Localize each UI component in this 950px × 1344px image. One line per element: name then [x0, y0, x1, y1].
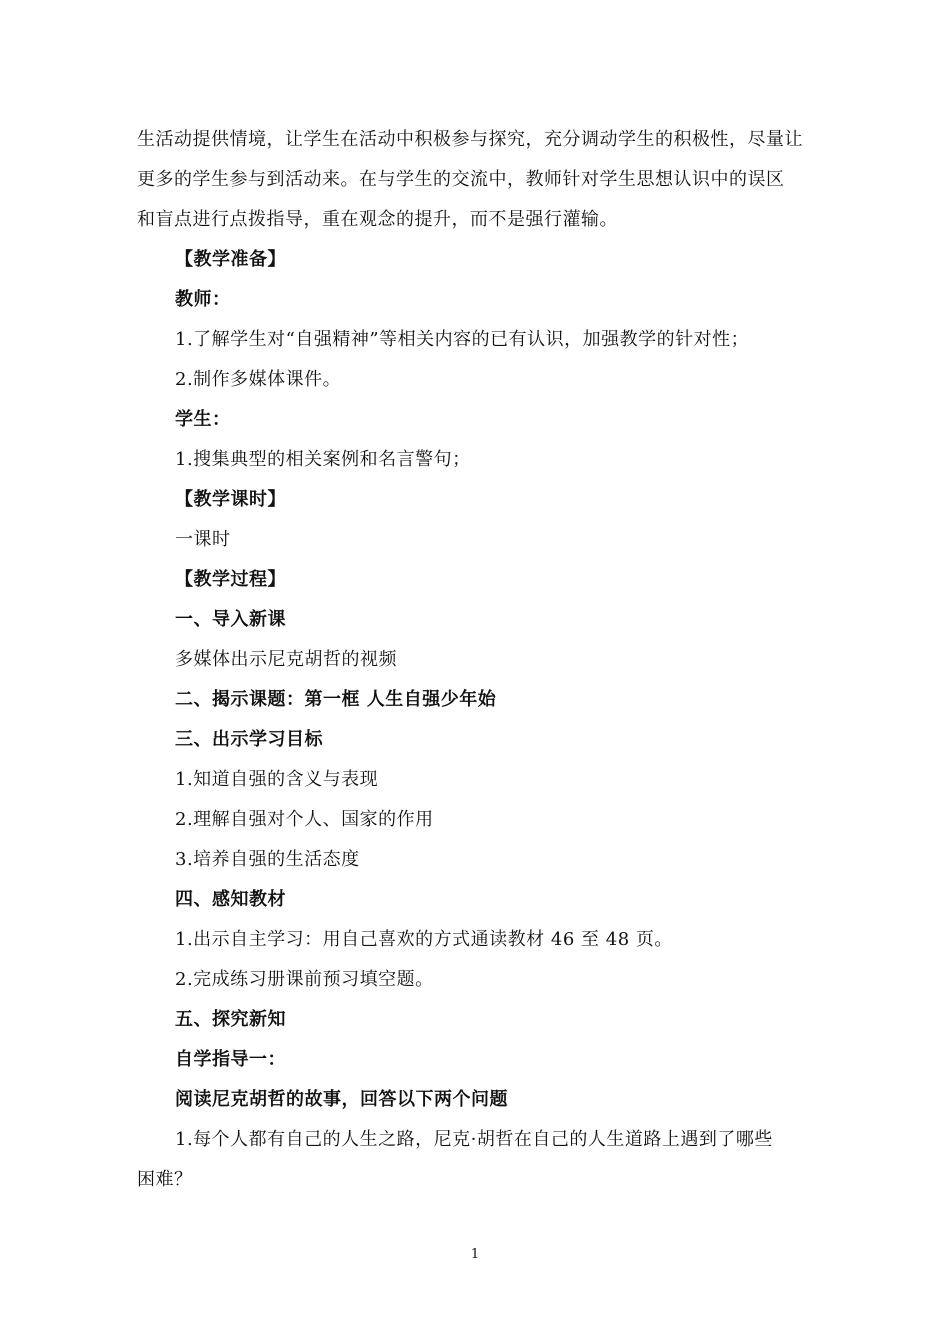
hours-value: 一课时 [175, 529, 231, 550]
process-heading: 【教学过程】 [175, 569, 286, 590]
section-3-item-2: 2.理解自强对个人、国家的作用 [175, 809, 434, 830]
section-2-title: 二、揭示课题：第一框 人生自强少年始 [175, 689, 497, 710]
section-4-title: 四、感知教材 [175, 889, 286, 910]
teacher-label: 教师： [175, 289, 231, 310]
section-1-text: 多媒体出示尼克胡哲的视频 [175, 649, 397, 670]
intro-line-1: 生活动提供情境，让学生在活动中积极参与探究，充分调动学生的积极性，尽量让 [137, 129, 803, 150]
section-4-item-1: 1.出示自主学习：用自己喜欢的方式通读教材 46 至 48 页。 [175, 929, 673, 950]
question-1-line-2: 困难？ [137, 1169, 193, 1190]
student-label: 学生： [175, 409, 231, 430]
section-4-item-2: 2.完成练习册课前预习填空题。 [175, 969, 434, 990]
page-number: 1 [470, 1247, 480, 1262]
section-3-title: 三、出示学习目标 [175, 729, 323, 750]
hours-heading: 【教学课时】 [175, 489, 286, 510]
preparation-heading: 【教学准备】 [175, 249, 286, 270]
section-5-title: 五、探究新知 [175, 1009, 286, 1030]
teacher-item-2: 2.制作多媒体课件。 [175, 369, 342, 390]
section-3-item-1: 1.知道自强的含义与表现 [175, 769, 379, 790]
student-item-1: 1.搜集典型的相关案例和名言警句； [175, 449, 471, 470]
guide-title: 自学指导一： [175, 1049, 286, 1070]
guide-subtitle: 阅读尼克胡哲的故事，回答以下两个问题 [175, 1089, 508, 1110]
teacher-item-1: 1.了解学生对“自强精神”等相关内容的已有认识，加强教学的针对性； [175, 329, 750, 350]
question-1-line-1: 1.每个人都有自己的人生之路，尼克·胡哲在自己的人生道路上遇到了哪些 [175, 1129, 773, 1150]
intro-line-3: 和盲点进行点拨指导，重在观念的提升，而不是强行灌输。 [137, 209, 618, 230]
intro-line-2: 更多的学生参与到活动来。在与学生的交流中，教师针对学生思想认识中的误区 [137, 169, 785, 190]
section-3-item-3: 3.培养自强的生活态度 [175, 849, 360, 870]
section-1-title: 一、导入新课 [175, 609, 286, 630]
